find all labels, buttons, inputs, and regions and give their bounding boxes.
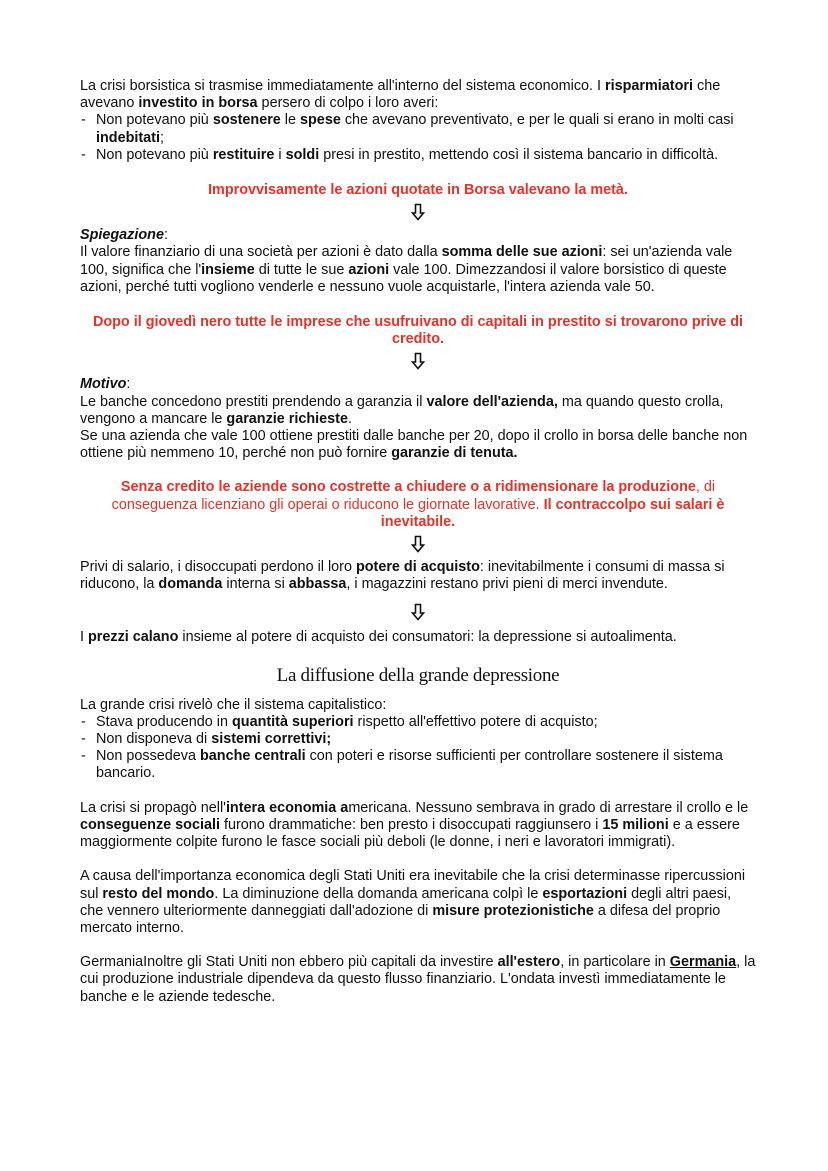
text: Stava producendo in [96, 713, 233, 730]
text: Non possedeva [96, 748, 201, 765]
text: , i magazzini restano privi pieni di merci invendute. [346, 576, 668, 593]
section-heading: La diffusione della grande depressione [276, 664, 560, 686]
paragraph-resto-mondo [80, 868, 756, 937]
text: GermaniaInoltre gli Stati Uniti non ebbero più capitali da investire [80, 954, 498, 971]
down-arrow-icon [80, 203, 756, 225]
list-item [80, 748, 756, 782]
down-arrow-icon [80, 603, 756, 625]
text-red: , di conseguenza licenziano gli operai o riducono le giornate lavorative. [111, 479, 716, 513]
text: : [126, 376, 131, 393]
text-bold: soldi [285, 146, 320, 163]
text: Se una azienda che vale 100 ottiene prestiti dalle banche per 20, dopo il crollo in borsa delle banche non ottiene più nemmeno 10, perché non può fornire [80, 428, 748, 462]
text-bold: valore dell'azienda, [426, 393, 558, 410]
list-capitalismo [80, 714, 756, 783]
paragraph-intro [80, 78, 756, 112]
text: persero di colpo i loro averi: [257, 95, 439, 112]
highlight-credito: Dopo il giovedì nero tutte le imprese che usufruivano di capitali in prestito si trovarono prive di credito. [92, 314, 744, 348]
text-bold-underline: Germania [669, 954, 737, 971]
text-bold: spese [300, 112, 341, 129]
text: Il valore finanziario di una società per azioni è dato dalla [80, 244, 442, 261]
text-red-bold: Senza credito le aziende sono costrette a chiudere o a ridimensionare la produzione [120, 479, 696, 496]
text: di tutte le sue [254, 261, 349, 278]
text: , la cui produzione industriale dipendeva da questo flusso finanziario. L'ondata investì immediatamente le banche e le aziende tedesche. [80, 954, 756, 1005]
text-bold: restituire [212, 146, 275, 163]
text: : inevitabilmente i consumi di massa si riducono, la [80, 559, 725, 593]
text-bold: insieme [201, 261, 255, 278]
text: : [163, 227, 168, 244]
highlight-salari [80, 479, 756, 531]
text-bold: prezzi calano [88, 629, 179, 646]
text: La crisi borsistica si trasmise immediatamente all'interno del sistema economico. I [80, 78, 606, 94]
text: che avevano preventivato, e per le quali si erano in molti casi [340, 112, 734, 129]
text: a difesa del proprio mercato interno. [80, 902, 721, 936]
highlight-azioni: Improvvisamente le azioni quotate in Borsa valevano la metà. [208, 182, 628, 199]
text-bold: domanda [158, 576, 223, 593]
text-bold: esportazioni [542, 885, 628, 902]
text: ; [159, 129, 164, 146]
text-bold: sostenere [212, 112, 281, 129]
text: i [274, 146, 286, 163]
document-page [80, 78, 756, 1006]
text-red-bold: Il contraccolpo sui salari è inevitabile. [380, 496, 725, 530]
text-bold: 15 milioni [602, 816, 669, 833]
text-bold: intera economia a [225, 799, 349, 816]
text: Non potevano più [96, 146, 213, 163]
text: vale 100. Dimezzandosi il valore borsistico di queste azioni, perché tutti vogliono venderle e nessuno vuole acquistarle, l'intera azienda vale 50. [80, 261, 727, 295]
text-bold: resto del mondo [102, 885, 215, 902]
text-bold: garanzie richieste [226, 410, 348, 427]
text: : sei un'azienda vale 100, significa che l' [80, 244, 733, 278]
text-bold: sistemi correttivi; [211, 731, 332, 748]
text: . La diminuzione della domanda americana colpì le [214, 885, 543, 902]
list-consequences [80, 112, 756, 164]
paragraph-propagazione [80, 800, 756, 852]
text-bold: somma delle sue azioni [441, 244, 603, 261]
text: e a essere maggiormente colpite furono le fasce sociali più deboli (le donne, i neri e lavoratori immigrati). [80, 816, 740, 851]
text: Le banche concedono prestiti prendendo a garanzia il [80, 393, 427, 410]
list-item [80, 147, 756, 164]
text: A causa dell'importanza economica degli Stati Uniti era inevitabile che la crisi determinasse ripercussioni sul [80, 868, 746, 902]
text-bold: conseguenze sociali [80, 816, 220, 833]
text: presi in prestito, mettendo così il sistema bancario in difficoltà. [319, 146, 719, 163]
text: rispetto all'effettivo potere di acquisto; [353, 713, 598, 730]
text-bold: potere di acquisto [355, 559, 480, 576]
text-bold: quantità superiori [232, 713, 354, 730]
text: mericana. Nessuno sembrava in grado di arrestare il crollo e le [348, 799, 749, 816]
text: insieme al potere di acquisto dei consumatori: la depressione si autoalimenta. [178, 629, 677, 646]
text-bold: misure protezionistiche [432, 902, 594, 919]
section-label: Spiegazione [80, 227, 164, 244]
text: che avevano [80, 78, 721, 112]
list-item [80, 731, 756, 748]
section-label: Motivo [80, 376, 127, 393]
list-item [80, 714, 756, 731]
text: I [80, 629, 88, 646]
text: Non potevano più [96, 112, 213, 129]
text-bold: risparmiatori [605, 78, 693, 94]
paragraph-prezzi [80, 629, 756, 646]
paragraph-motivo [80, 376, 756, 462]
text: La crisi si propagò nell' [80, 799, 226, 816]
text-bold: abbassa [288, 576, 347, 593]
text-bold: banche centrali [200, 748, 306, 765]
text: Non disponeva di [96, 731, 212, 748]
text-bold: indebitati [96, 129, 160, 146]
list-item [80, 112, 756, 146]
paragraph-salario [80, 559, 756, 593]
text: con poteri e risorse sufficienti per controllare sostenere il sistema bancario. [96, 748, 723, 782]
text: ma quando questo crolla, vengono a mancare le [80, 393, 724, 427]
text: le [280, 112, 301, 129]
text: degli altri paesi, che vennero ulteriormente danneggiati dall'adozione di [80, 885, 732, 919]
text-bold: garanzie di tenuta. [391, 445, 518, 462]
text: . [347, 410, 352, 427]
paragraph-germania [80, 954, 756, 1006]
text: Privi di salario, i disoccupati perdono il loro [80, 559, 356, 576]
down-arrow-icon [80, 352, 756, 374]
text-bold: azioni [348, 261, 390, 278]
text-bold: investito in borsa [138, 95, 258, 112]
down-arrow-icon [80, 535, 756, 557]
text-bold: all'estero [497, 954, 561, 971]
text: interna si [222, 576, 289, 593]
text: furono drammatiche: ben presto i disoccupati raggiunsero i [219, 816, 603, 833]
paragraph-spiegazione [80, 227, 756, 296]
paragraph-grande-crisi: La grande crisi rivelò che il sistema capitalistico: [80, 696, 387, 713]
text: , in particolare in [560, 954, 670, 971]
